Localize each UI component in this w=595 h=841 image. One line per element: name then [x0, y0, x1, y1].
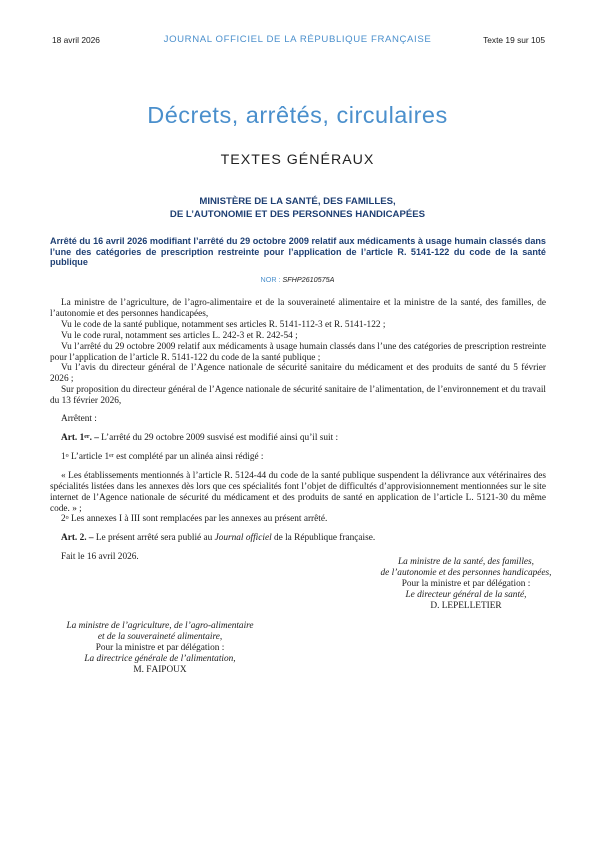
journal-title: JOURNAL OFFICIEL DE LA RÉPUBLIQUE FRANÇAISE: [163, 34, 432, 45]
signature-block-sante: [360, 557, 572, 612]
fait-le: Fait le 16 avril 2026.: [61, 552, 139, 563]
signature-line: La directrice générale de l’alimentation,: [84, 653, 236, 664]
subsection-title: TEXTES GÉNÉRAUX: [220, 152, 375, 168]
article-2-label: Art. 2. –: [61, 533, 94, 544]
article-1-quote: « Les établissements mentionnés à l’article R. 5124-44 du code de la santé publique suspendent la délivrance aux vétérinaires des spécialités listées dans les annexes dès lors que ces spécialités font l’objet de difficultés d’approvisionnement mentionnées sur le site internet de l’Agence nationale de sécurité du médicament et des produits de santé en application de l’article L. 5121-30 du même code. » ;: [50, 470, 546, 514]
nor-label: NOR :: [260, 275, 283, 284]
signature-line: et de la souveraineté alimentaire,: [97, 631, 223, 642]
section-title: Décrets, arrêtés, circulaires: [147, 102, 448, 128]
text-counter: Texte 19 sur 105: [483, 35, 545, 45]
signature-line: de l’autonomie et des personnes handicapées,: [380, 567, 552, 578]
article-1-label: Art. 1er. –: [61, 432, 99, 443]
signature-line: La ministre de la santé, des familles,: [397, 557, 534, 567]
arretent-heading: Arrêtent :: [61, 414, 97, 425]
preamble-paragraph: Vu le code rural, notamment ses articles L. 242-3 et R. 242-54 ;: [61, 330, 298, 341]
signature-line: Le directeur général de la santé,: [405, 589, 527, 600]
article-2: Art. 2. – Le présent arrêté sera publié au Journal officiel de la République française.: [61, 533, 376, 544]
signature-line: La ministre de l’agriculture, de l’agro-alimentaire: [66, 621, 254, 631]
ministry-line-2: DE L’AUTONOMIE ET DES PERSONNES HANDICAPÉES: [169, 208, 426, 220]
page-header: [0, 34, 595, 48]
publication-date: 18 avril 2026: [52, 35, 100, 45]
article-1-point-1: 1$^o$ L’article 1er est complété par un alinéa ainsi rédigé :: [61, 451, 264, 462]
journal-officiel-italic: Journal officiel: [214, 533, 272, 544]
nor-reference: [0, 275, 595, 284]
preamble-paragraph: Sur proposition du directeur général de l’Agence nationale de sécurité sanitaire de l’alimentation, de l’environnement et du travail du 13 février 2026,: [50, 385, 546, 407]
article-1-text: L’arrêté du 29 octobre 2009 susvisé est modifié ainsi qu’il suit :: [98, 432, 339, 443]
preamble-paragraph: Vu l’avis du directeur général de l’Agence nationale de sécurité sanitaire du médicament et des produits de santé du 5 février 2026 ;: [50, 363, 546, 385]
ministry-line-1: MINISTÈRE DE LA SANTÉ, DES FAMILLES,: [199, 196, 396, 207]
preamble-paragraph: Vu l’arrêté du 29 octobre 2009 relatif aux médicaments à usage humain classés dans l’une des catégories de prescription restreinte pour l’application de l’article R. 5141-122 du code de la santé publique ;: [50, 341, 546, 363]
decree-title: Arrêté du 16 avril 2026 modifiant l’arrêté du 29 octobre 2009 relatif aux médicaments à usage humain classés dans l’une des catégories de prescription restreinte pour l’application de l’article R. 5141-122 du code de la santé publique: [50, 236, 546, 268]
preamble-paragraph: Vu le code de la santé publique, notamment ses articles R. 5141-112-3 et R. 5141-122 ;: [61, 319, 386, 330]
decree-body: [50, 298, 546, 563]
article-1-point-2: 2$^o$ Les annexes I à III sont remplacées par les annexes au présent arrêté.: [61, 514, 328, 525]
ministry-name: [0, 196, 595, 221]
signature-line: Pour la ministre et par délégation :: [401, 578, 531, 589]
nor-code: SFHP2610575A: [282, 275, 335, 284]
signatory-name: D. LEPELLETIER: [430, 600, 502, 611]
preamble-paragraph: La ministre de l’agriculture, de l’agro-alimentaire et de la souveraineté alimentaire et la ministre de la santé, des familles, de l’autonomie et des personnes handicapées,: [50, 298, 546, 319]
signatory-name: M. FAIPOUX: [133, 664, 187, 675]
article-1: [50, 433, 546, 444]
signature-line: Pour la ministre et par délégation :: [95, 642, 225, 653]
signature-block-agriculture: [40, 621, 280, 676]
